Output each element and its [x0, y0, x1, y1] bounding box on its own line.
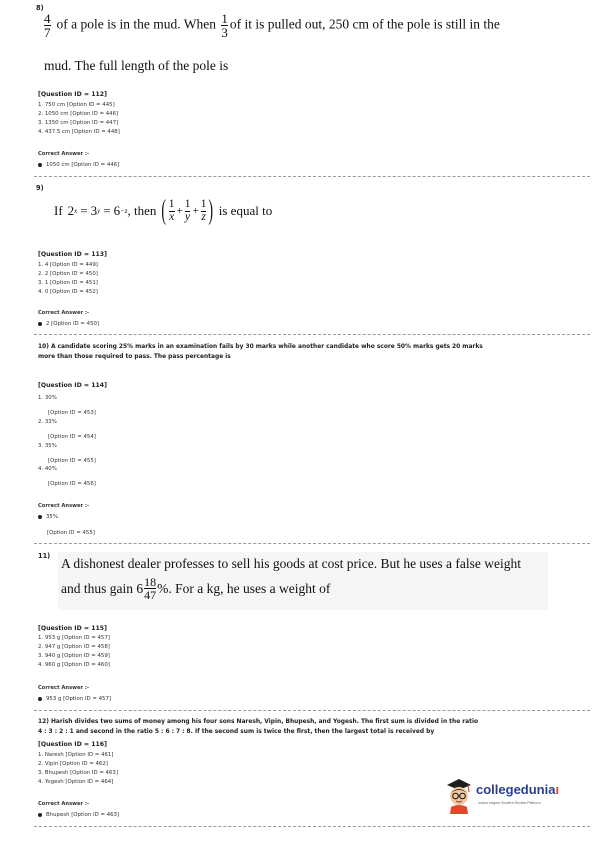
option: 3. 1 [Option ID = 451] — [38, 279, 98, 286]
question-text: $\frac{4}{7}$ of a pole is in the mud. When $\frac{1}{3}$ of it is pulled out, 250 cm of the pole is still in the — [44, 11, 500, 40]
option-id: [Option ID = 453] — [48, 409, 96, 416]
option: 3. 35% — [38, 442, 57, 449]
question-id: [Question ID = 115] — [38, 625, 107, 632]
fraction: $\frac{18}{47}$ — [144, 575, 157, 602]
question-text-cont: mud. The full length of the pole is — [44, 58, 229, 73]
divider — [34, 710, 590, 711]
question-id: [Question ID = 114] — [38, 382, 107, 389]
fraction: $\frac{1}{3}$ — [221, 11, 228, 40]
correct-answer: 1050 cm [Option ID = 446] — [38, 161, 119, 170]
option: 3. 1350 cm [Option ID = 447] — [38, 119, 119, 126]
question-text-cont: and thus gain 6 $\frac{18}{47}$ %. For a kg, he uses a weight of — [61, 575, 331, 602]
correct-answer: 953 g [Option ID = 457] — [38, 695, 111, 704]
option: 4. 437.5 cm [Option ID = 448] — [38, 128, 120, 135]
option-list — [38, 634, 110, 670]
question-number: 8) — [36, 4, 44, 12]
bullet-icon — [38, 697, 42, 701]
option: 2. Vipin [Option ID = 462] — [38, 760, 108, 767]
option: 1. 30% — [38, 395, 57, 401]
question-number: 9) — [36, 184, 44, 192]
question-equation: If 2 x = 3 y = 6 −z , then ( $\frac{1}{x}$ + $\frac{1}{y}$ + $\frac{1}{z}$ ) is equal to — [54, 195, 273, 226]
option-list — [38, 751, 118, 787]
collegedunia-logo — [444, 776, 592, 816]
question-text: 10) A candidate scoring 25% marks in an examination fails by 30 marks while another candidate who score 50% marks gets 20 marks more than those required to pass. The pass percentage is — [38, 344, 483, 360]
option-list — [38, 394, 96, 489]
option-list — [38, 101, 120, 137]
question-text: A dishonest dealer professes to sell his goods at cost price. But he uses a false weight — [61, 556, 522, 571]
bullet-icon — [38, 163, 42, 167]
correct-answer: 2 [Option ID = 450] — [38, 320, 99, 329]
option-list — [38, 261, 98, 297]
correct-answer-label: Correct Answer :- — [38, 685, 90, 691]
divider — [34, 334, 590, 335]
option: 2. 2 [Option ID = 450] — [38, 270, 98, 277]
option: 1. 750 cm [Option ID = 445] — [38, 102, 115, 108]
bullet-icon — [38, 322, 42, 326]
divider — [34, 543, 590, 544]
option: 2. 947 g [Option ID = 458] — [38, 643, 110, 650]
option-id: [Option ID = 456] — [48, 481, 96, 488]
option: 4. 960 g [Option ID = 460] — [38, 661, 110, 668]
correct-answer-id: [Option ID = 455] — [47, 530, 95, 536]
option: 3. Bhupesh [Option ID = 463] — [38, 769, 118, 776]
divider — [34, 826, 590, 827]
option: 2. 1050 cm [Option ID = 446] — [38, 110, 119, 117]
option: 1. 4 [Option ID = 449] — [38, 262, 98, 268]
option: 4. Yogesh [Option ID = 464] — [38, 778, 114, 785]
correct-answer-label: Correct Answer :- — [38, 310, 90, 316]
question-id: [Question ID = 112] — [38, 91, 107, 98]
correct-answer-label: Correct Answer :- — [38, 151, 90, 157]
logo-tagline: India's largest Student Review Platform — [478, 801, 541, 805]
logo-wordmark: collegeduniaı — [476, 782, 560, 797]
divider — [34, 176, 590, 177]
mascot-icon — [444, 776, 474, 814]
option: 1. 953 g [Option ID = 457] — [38, 635, 110, 641]
correct-answer-label: Correct Answer :- — [38, 801, 90, 807]
option-id: [Option ID = 454] — [48, 433, 96, 440]
question-text: 12) Harish divides two sums of money among his four sons Naresh, Vipin, Bhupesh, and Yogesh. The first sum is divided in the ratio 4 : 3 : 2 : 1 and second in the ratio 5 : 6 : 7 : 8. If the second sum is twice the first, then the largest total is received by — [38, 719, 479, 735]
correct-answer-label: Correct Answer :- — [38, 503, 90, 509]
option-id: [Option ID = 455] — [48, 457, 96, 464]
option: 4. 40% — [38, 466, 57, 473]
question-id: [Question ID = 113] — [38, 251, 107, 258]
question-number: 11) — [38, 552, 51, 560]
fraction: $\frac{4}{7}$ — [44, 11, 51, 40]
option: 2. 33% — [38, 418, 57, 425]
option: 1. Naresh [Option ID = 461] — [38, 752, 114, 758]
question-id: [Question ID = 116] — [38, 741, 107, 748]
option: 3. 940 g [Option ID = 459] — [38, 652, 110, 659]
bullet-icon — [38, 515, 42, 519]
option: 4. 0 [Option ID = 452] — [38, 288, 98, 295]
correct-answer: Bhupesh [Option ID = 463] — [38, 811, 119, 820]
correct-answer: 35% — [38, 513, 58, 522]
bullet-icon — [38, 813, 42, 817]
